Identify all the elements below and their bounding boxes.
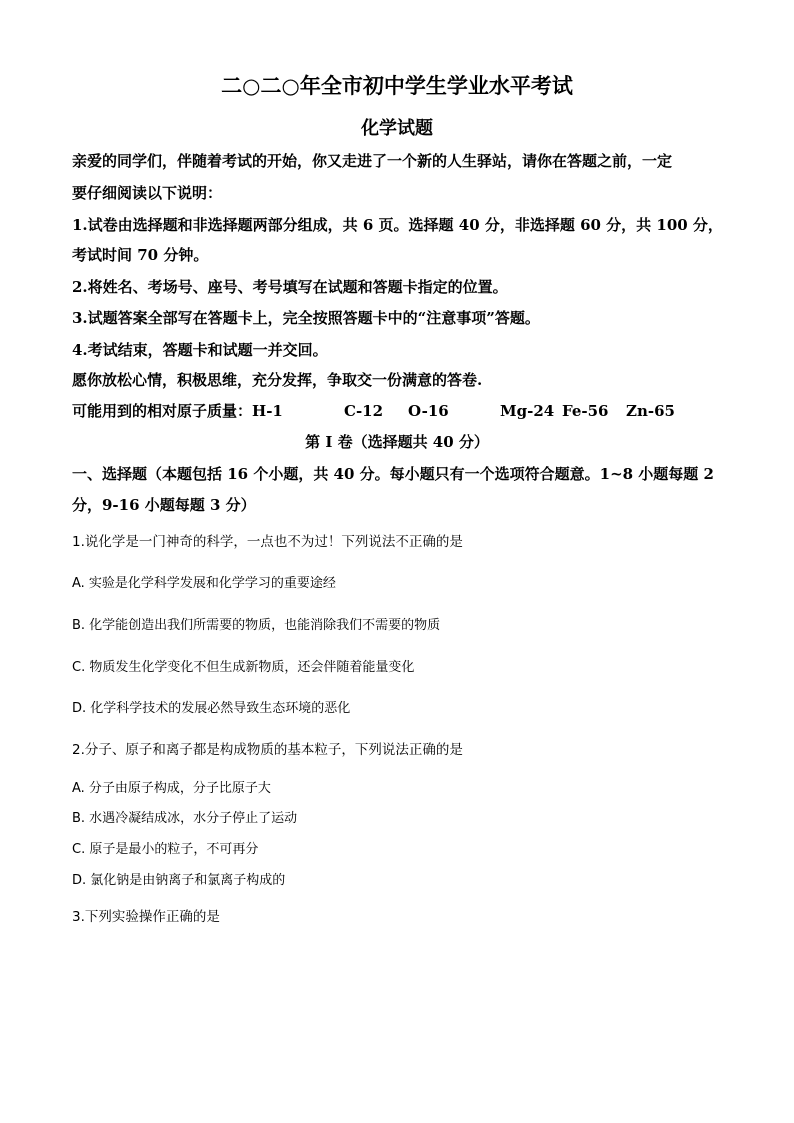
atomic-mass-item: O-16: [408, 402, 449, 420]
atomic-mass-item: C-12: [344, 402, 384, 420]
question-2-option-b: B. 水遇冷凝结成冰，水分子停止了运动: [72, 811, 298, 826]
instruction-item-1b: 考试时间 70 分钟。: [72, 246, 209, 264]
question-3-stem: 3.下列实验操作正确的是: [72, 909, 220, 925]
question-1-option-a: A. 实验是化学科学发展和化学学习的重要途经: [72, 576, 336, 591]
question-1-option-d: D. 化学科学技术的发展必然导致生态环境的恶化: [72, 701, 351, 716]
atomic-mass-item: Fe-56: [562, 402, 609, 420]
intro-line-1: 亲爱的同学们，伴随着考试的开始，你又走进了一个新的人生驿站，请你在答题之前，一定: [72, 152, 673, 170]
atomic-mass-item: Mg-24: [500, 402, 555, 420]
question-1-option-b: B. 化学能创造出我们所需要的物质，也能消除我们不需要的物质: [72, 618, 441, 633]
instruction-item-3: 3.试题答案全部写在答题卡上，完全按照答题卡中的“注意事项”答题。: [72, 309, 540, 327]
section-desc-1: 一、选择题（本题包括 16 个小题，共 40 分。每小题只有一个选项符合题意。1~8 小题每题 2: [72, 465, 714, 483]
instruction-item-2: 2.将姓名、考场号、座号、考号填写在试题和答题卡指定的位置。: [72, 278, 508, 296]
question-2-option-d: D. 氯化钠是由钠离子和氯离子构成的: [72, 873, 286, 888]
section-title: 第 I 卷（选择题共 40 分）: [305, 433, 489, 451]
atomic-mass-item: H-1: [252, 402, 283, 420]
instruction-item-1a: 1.试卷由选择题和非选择题两部分组成，共 6 页。选择题 40 分，非选择题 60 分，共 100 分，: [72, 216, 723, 234]
question-1-stem: 1.说化学是一门神奇的科学，一点也不为过！下列说法不正确的是: [72, 534, 463, 550]
question-2-option-c: C. 原子是最小的粒子，不可再分: [72, 842, 259, 857]
atomic-mass-item: Zn-65: [626, 402, 675, 420]
instruction-item-4: 4.考试结束，答题卡和试题一并交回。: [72, 341, 328, 359]
wish-line: 愿你放松心情，积极思维，充分发挥，争取交一份满意的答卷.: [72, 371, 483, 389]
question-2-option-a: A. 分子由原子构成，分子比原子大: [72, 781, 271, 796]
question-1-option-c: C. 物质发生化学变化不但生成新物质，还会伴随着能量变化: [72, 660, 415, 675]
exam-title: 二○二○年全市初中学生学业水平考试: [221, 73, 573, 98]
atomic-mass-line: [72, 400, 675, 421]
intro-line-2: 要仔细阅读以下说明：: [72, 184, 223, 202]
question-2-stem: 2.分子、原子和离子都是构成物质的基本粒子，下列说法正确的是: [72, 742, 463, 758]
section-desc-2: 分，9-16 小题每题 3 分）: [72, 496, 256, 514]
atomic-mass-label: 可能用到的相对原子质量：: [72, 402, 253, 420]
exam-subject: 化学试题: [361, 118, 433, 139]
